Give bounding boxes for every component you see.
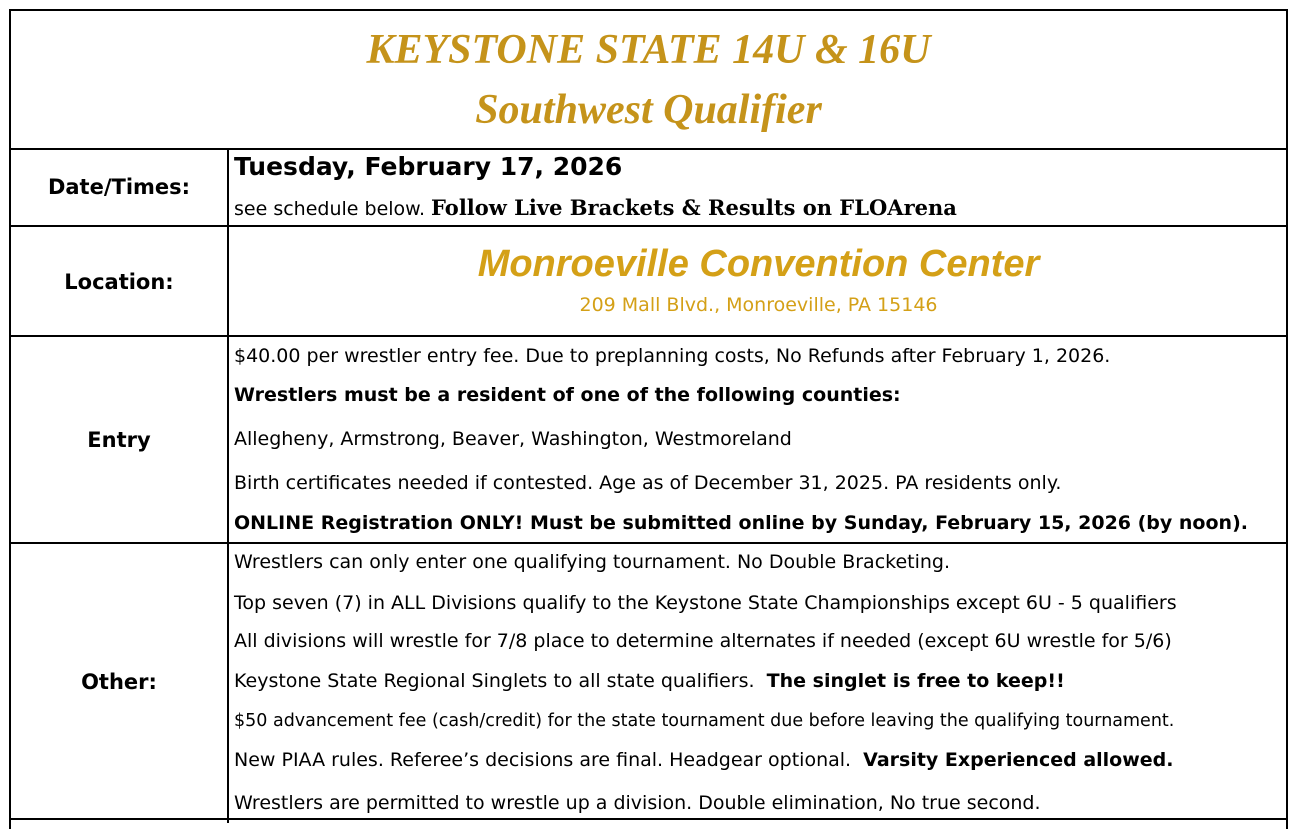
other-line-4 xyxy=(234,669,1065,693)
singlet-free-note: The singlet is free to keep!! xyxy=(766,670,1065,692)
row-divider xyxy=(9,818,1288,820)
other-line-6 xyxy=(234,748,1173,772)
birth-certificate-line: Birth certificates needed if contested. Age as of December 31, 2025. PA residents only. xyxy=(234,472,1062,494)
venue-address: 209 Mall Blvd., Monroeville, PA 15146 xyxy=(579,294,938,316)
schedule-line xyxy=(234,196,957,221)
row-divider xyxy=(9,225,1288,227)
counties-list: Allegheny, Armstrong, Beaver, Washington, Westmoreland xyxy=(234,428,792,450)
live-brackets-note: Follow Live Brackets & Results on FLOArena xyxy=(431,195,957,220)
date-times-label: Date/Times: xyxy=(47,175,191,199)
varsity-note: Varsity Experienced allowed. xyxy=(863,749,1174,771)
row-divider xyxy=(9,335,1288,337)
entry-fee-line: $40.00 per wrestler entry fee. Due to preplanning costs, No Refunds after February 1, 2026. xyxy=(234,345,1111,367)
location-label: Location: xyxy=(64,270,174,294)
residency-requirement: Wrestlers must be a resident of one of the following counties: xyxy=(234,384,901,406)
venue-name: Monroeville Convention Center xyxy=(477,243,1040,285)
singlet-note: Keystone State Regional Singlets to all state qualifiers. xyxy=(234,670,755,692)
title-line-2: Southwest Qualifier xyxy=(475,87,822,133)
other-line-7: Wrestlers are permitted to wrestle up a division. Double elimination, No true second. xyxy=(234,792,1041,814)
title-line-1: KEYSTONE STATE 14U & 16U xyxy=(366,27,931,73)
event-date: Tuesday, February 17, 2026 xyxy=(234,152,623,181)
online-registration-line: ONLINE Registration ONLY! Must be submitted online by Sunday, February 15, 2026 (by noon). xyxy=(234,512,1248,534)
other-label: Other: xyxy=(81,670,157,694)
row-divider xyxy=(9,542,1288,544)
entry-label: Entry xyxy=(87,428,151,452)
other-line-5: $50 advancement fee (cash/credit) for the state tournament due before leaving the qualifying tournament. xyxy=(234,711,1175,731)
row-divider xyxy=(9,148,1288,150)
schedule-note: see schedule below. xyxy=(234,198,425,220)
rules-note: New PIAA rules. Referee’s decisions are final. Headgear optional. xyxy=(234,749,852,771)
other-line-1: Wrestlers can only enter one qualifying tournament. No Double Bracketing. xyxy=(234,551,951,573)
other-line-3: All divisions will wrestle for 7/8 place to determine alternates if needed (except 6U wrestle for 5/6) xyxy=(234,630,1172,652)
other-line-2: Top seven (7) in ALL Divisions qualify to the Keystone State Championships except 6U - 5 qualifiers xyxy=(234,592,1177,614)
